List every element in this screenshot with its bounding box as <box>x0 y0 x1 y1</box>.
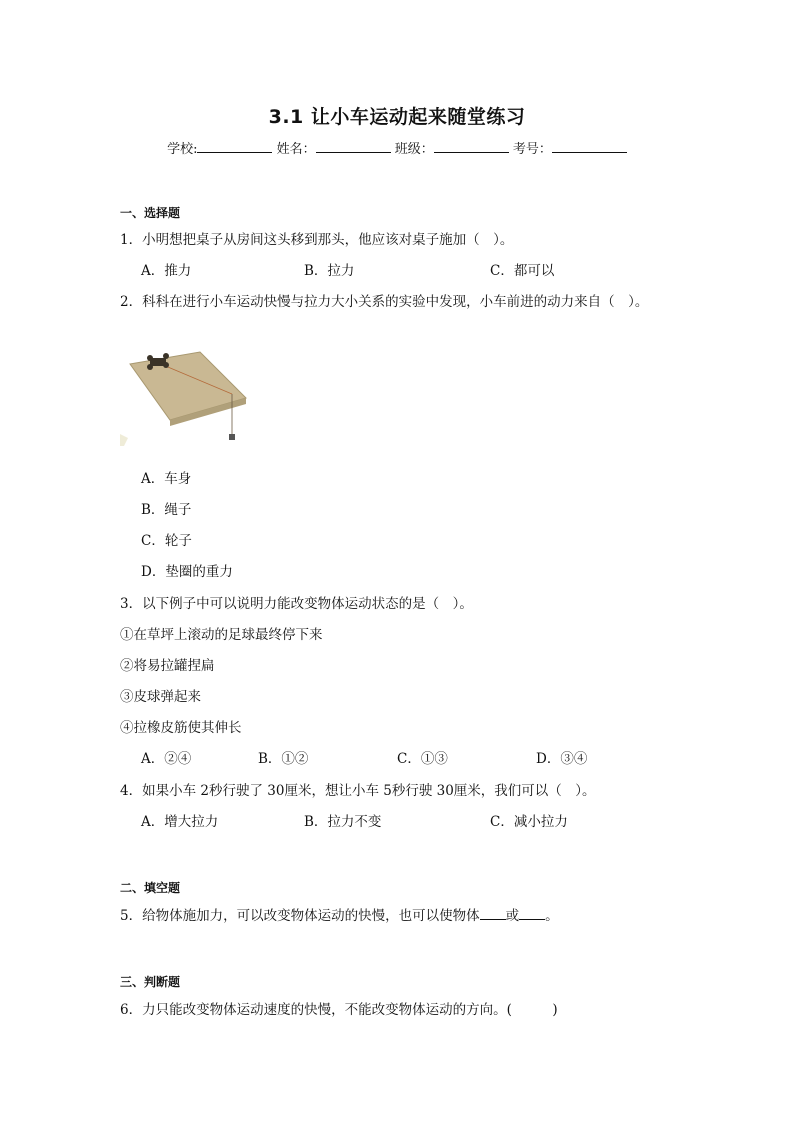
number-label: 考号： <box>512 142 552 157</box>
q3-item-2: ②将易拉罐捏扁 <box>120 658 215 674</box>
q2-option-d[interactable]: D．垫圈的重力 <box>141 564 233 580</box>
question-3-text: 3．以下例子中可以说明力能改变物体运动状态的是（ ）。 <box>120 596 473 612</box>
name-label: 姓名： <box>276 142 316 157</box>
q2-option-a[interactable]: A．车身 <box>141 471 192 487</box>
section-heading-fill: 二、填空题 <box>120 881 181 895</box>
q3-option-a[interactable]: A．②④ <box>141 751 192 767</box>
q1-option-a[interactable]: A．推力 <box>141 263 192 279</box>
q4-option-b[interactable]: B．拉力不变 <box>304 814 382 830</box>
q1-option-c[interactable]: C．都可以 <box>490 263 555 279</box>
number-blank[interactable] <box>552 140 627 153</box>
name-blank[interactable] <box>316 140 391 153</box>
question-4-text: 4．如果小车 2秒行驶了 30厘米，想让小车 5秒行驶 30厘米，我们可以（ ）。 <box>120 783 596 799</box>
q2-option-b[interactable]: B．绳子 <box>141 502 192 518</box>
section-heading-choice: 一、选择题 <box>120 206 181 220</box>
page-title: 3.1 让小车运动起来随堂练习 <box>268 106 526 128</box>
q3-option-d[interactable]: D．③④ <box>536 751 588 767</box>
q3-item-3: ③皮球弹起来 <box>120 689 201 705</box>
q3-option-b[interactable]: B．①② <box>258 751 309 767</box>
class-blank[interactable] <box>434 140 509 153</box>
class-label: 班级： <box>394 142 434 157</box>
question-2-text: 2．科科在进行小车运动快慢与拉力大小关系的实验中发现，小车前进的动力来自（ ）。 <box>120 294 649 310</box>
cart-experiment-figure <box>120 346 250 450</box>
q5-blank-2[interactable] <box>519 907 545 920</box>
q5-text-3: 。 <box>545 908 559 924</box>
school-label: 学校: <box>167 142 198 157</box>
q4-option-c[interactable]: C．减小拉力 <box>490 814 568 830</box>
question-1-text: 1．小明想把桌子从房间这头移到那头，他应该对桌子施加（ ）。 <box>120 232 514 248</box>
question-6-text: 6．力只能改变物体运动速度的快慢，不能改变物体运动的方向。( ) <box>120 1002 558 1018</box>
q5-text-1: 5．给物体施加力，可以改变物体运动的快慢，也可以使物体 <box>120 908 480 924</box>
q5-blank-1[interactable] <box>480 907 506 920</box>
q2-option-c[interactable]: C．轮子 <box>141 533 192 549</box>
student-info-line <box>0 138 794 157</box>
question-5 <box>120 904 559 924</box>
q1-option-b[interactable]: B．拉力 <box>304 263 355 279</box>
section-heading-judge: 三、判断题 <box>120 975 181 989</box>
q4-option-a[interactable]: A．增大拉力 <box>141 814 219 830</box>
q3-option-c[interactable]: C．①③ <box>397 751 448 767</box>
q3-item-4: ④拉橡皮筋使其伸长 <box>120 720 242 736</box>
school-blank[interactable] <box>197 140 272 153</box>
q3-item-1: ①在草坪上滚动的足球最终停下来 <box>120 627 323 643</box>
q5-text-2: 或 <box>505 908 520 924</box>
